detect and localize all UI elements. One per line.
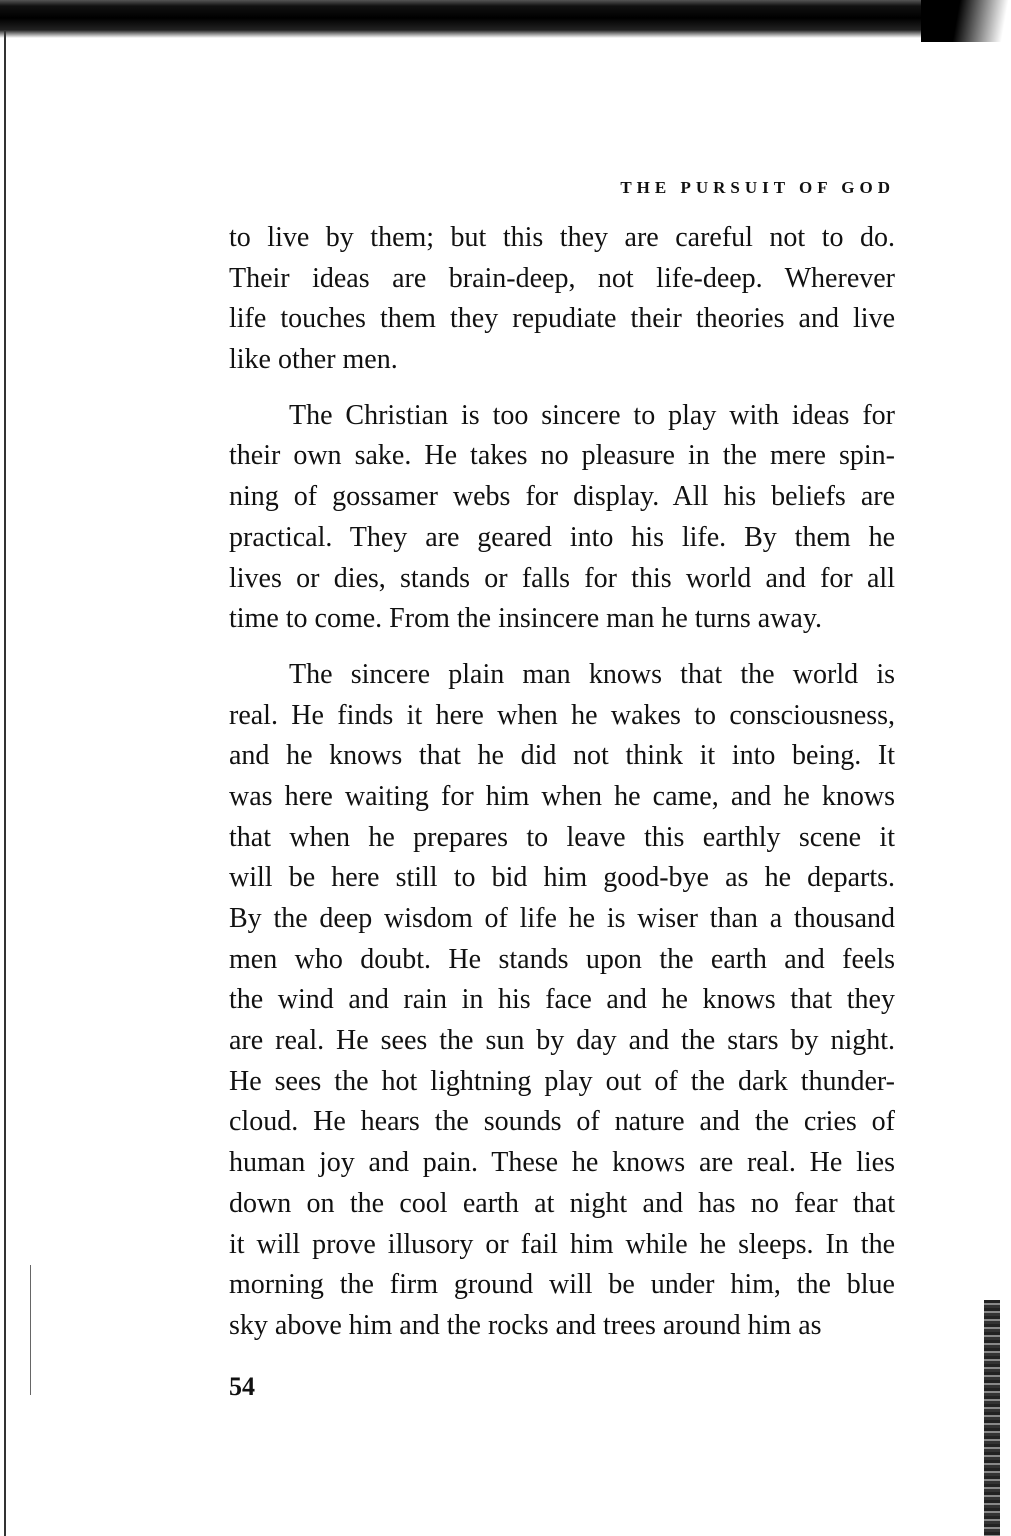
text-line: real. He finds it here when he wakes to consciousness, [229,699,895,731]
text-line: life touches them they repudiate their theories and live [229,303,895,335]
text-line: it will prove illusory or fail him while he sleeps. In the [229,1228,895,1260]
scan-marks [30,1265,33,1395]
text-line: sky above him and the rocks and trees around him as [229,1309,822,1341]
text-line: will be here still to bid him good-bye as he departs. [229,862,895,894]
text-line: ning of gossamer webs for display. All his beliefs are [229,481,895,513]
body-text [229,218,895,1362]
text-line: like other men. [229,344,398,376]
text-line: practical. They are geared into his life. By them he [229,521,895,553]
text-line: their own sake. He takes no pleasure in the mere spin- [229,440,895,472]
text-line: to live by them; but this they are careful not to do. [229,222,895,253]
text-line: cloud. He hears the sounds of nature and the cries of [229,1106,895,1138]
text-line: lives or dies, stands or falls for this world and for all [229,562,895,594]
text-line: down on the cool earth at night and has no fear that [229,1187,895,1219]
text-line: that when he prepares to leave this earthly scene it [229,821,895,853]
scan-binding-edge [984,1300,1000,1536]
text-line: was here waiting for him when he came, and he knows [229,780,895,812]
text-line: men who doubt. He stands upon the earth and feels [229,943,895,975]
text-line: Their ideas are brain-deep, not life-deep. Wherever [229,262,895,294]
text-line: The Christian is too sincere to play with ideas for [289,399,895,431]
text-line: human joy and pain. These he knows are real. He lies [229,1147,895,1179]
text-line: time to come. From the insincere man he turns away. [229,603,823,635]
page-number: 54 [229,1372,255,1401]
text-line: the wind and rain in his face and he knows that they [229,984,895,1016]
scan-left-edge [4,30,6,1536]
text-line: and he knows that he did not think it into being. It [229,740,895,772]
text-line: The sincere plain man knows that the world is [289,658,895,690]
text-line: are real. He sees the sun by day and the stars by night. [229,1025,895,1057]
text-line: By the deep wisdom of life he is wiser than a thousand [229,903,895,934]
running-header: THE PURSUIT OF GOD [620,178,895,197]
paragraph [229,218,895,381]
scan-top-shadow [0,0,1011,38]
text-line: morning the firm ground will be under him, the blue [229,1269,895,1301]
paragraph [229,655,895,1347]
text-line: He sees the hot lightning play out of the dark thunder- [229,1065,895,1097]
paragraph [229,396,895,640]
